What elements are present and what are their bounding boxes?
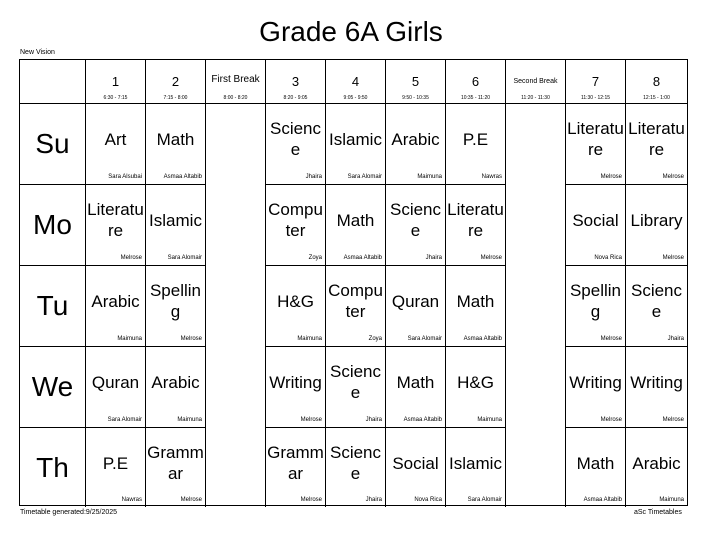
period-header xyxy=(146,60,206,104)
lesson-cell xyxy=(266,428,326,507)
lesson-teacher: Melrose xyxy=(600,336,622,342)
lesson-cell xyxy=(386,104,446,185)
lesson-subject: P.E xyxy=(462,129,489,149)
lesson-subject: Science xyxy=(269,119,322,159)
lesson-cell xyxy=(566,428,626,507)
lesson-subject: Grammar xyxy=(147,443,204,483)
lesson-subject-box xyxy=(86,104,145,174)
period-label: 4 xyxy=(351,74,360,89)
lesson-subject-box xyxy=(626,104,687,174)
lesson-subject-box xyxy=(326,266,385,336)
lesson-teacher: Jhaira xyxy=(667,336,684,342)
lesson-subject: Quran xyxy=(91,372,140,392)
lesson-cell xyxy=(446,185,506,266)
lesson-subject: Islamic xyxy=(149,210,202,230)
lesson-subject-box xyxy=(146,104,205,174)
lesson-cell xyxy=(566,266,626,347)
lesson-subject: P.E xyxy=(102,453,129,473)
lesson-teacher: Nawras xyxy=(481,174,502,180)
period-time: 7:15 - 8:00 xyxy=(163,95,188,101)
lesson-subject: Arabic xyxy=(391,129,440,149)
lesson-teacher: Maimuna xyxy=(417,174,442,180)
lesson-subject: Math xyxy=(336,210,375,230)
lesson-teacher: Sara Alomair xyxy=(167,255,202,261)
lesson-cell xyxy=(326,104,386,185)
lesson-subject: Literature xyxy=(447,200,504,240)
lesson-subject-box xyxy=(326,185,385,255)
lesson-cell xyxy=(626,347,687,428)
day-label: We xyxy=(20,347,86,428)
period-time: 6:30 - 7:15 xyxy=(103,95,128,101)
lesson-cell xyxy=(626,104,687,185)
lesson-teacher: Asmaa Altabib xyxy=(343,255,382,261)
day-label: Tu xyxy=(20,266,86,347)
lesson-cell xyxy=(86,104,146,185)
lesson-cell xyxy=(266,347,326,428)
lesson-subject-box xyxy=(326,347,385,417)
period-time: 10:35 - 11:20 xyxy=(460,95,491,101)
lesson-subject-box xyxy=(566,428,625,498)
period-header xyxy=(86,60,146,104)
period-label: 3 xyxy=(291,74,300,89)
lesson-cell xyxy=(566,185,626,266)
lesson-subject-box xyxy=(146,428,205,498)
lesson-subject-box xyxy=(266,347,325,417)
period-header xyxy=(626,60,687,104)
lesson-subject: Math xyxy=(396,372,435,392)
lesson-subject-box xyxy=(386,347,445,417)
lesson-cell xyxy=(326,428,386,507)
lesson-subject-box xyxy=(86,185,145,255)
lesson-subject-box xyxy=(326,428,385,498)
lesson-teacher: Sara Alsubai xyxy=(108,174,142,180)
lesson-subject-box xyxy=(446,428,505,498)
lesson-cell xyxy=(446,266,506,347)
lesson-subject: Computer xyxy=(328,281,383,321)
period-time: 12:15 - 1:00 xyxy=(643,95,670,101)
lesson-cell xyxy=(266,104,326,185)
school-name: New Vision xyxy=(20,49,55,56)
lesson-subject-box xyxy=(146,347,205,417)
lesson-subject-box xyxy=(446,104,505,174)
period-label: 8 xyxy=(652,74,661,89)
lesson-cell xyxy=(566,347,626,428)
lesson-teacher: Jhaira xyxy=(305,174,322,180)
period-time: 11:30 - 12:15 xyxy=(580,95,611,101)
period-label: 5 xyxy=(411,74,420,89)
lesson-subject: Social xyxy=(572,210,619,230)
brand-footer: aSc Timetables xyxy=(634,509,682,516)
lesson-cell xyxy=(386,428,446,507)
lesson-subject-box xyxy=(626,347,687,417)
lesson-teacher: Sara Alomair xyxy=(347,174,382,180)
lesson-cell xyxy=(146,347,206,428)
lesson-subject: H&G xyxy=(277,291,314,311)
lesson-subject: Math xyxy=(156,129,195,149)
lesson-teacher: Zoya xyxy=(368,336,382,342)
lesson-teacher: Melrose xyxy=(120,255,142,261)
lesson-teacher: Asmaa Altabib xyxy=(403,417,442,423)
lesson-subject-box xyxy=(386,185,445,255)
lesson-teacher: Melrose xyxy=(180,497,202,503)
lesson-teacher: Sara Alomair xyxy=(407,336,442,342)
lesson-subject-box xyxy=(386,104,445,174)
lesson-cell xyxy=(386,266,446,347)
lesson-cell xyxy=(566,104,626,185)
break-header xyxy=(506,60,566,104)
lesson-teacher: Asmaa Altabib xyxy=(463,336,502,342)
lesson-cell xyxy=(86,266,146,347)
lesson-cell xyxy=(86,185,146,266)
lesson-subject: Islamic xyxy=(449,453,502,473)
lesson-subject: Spelling xyxy=(149,281,202,321)
lesson-teacher: Jhaira xyxy=(425,255,442,261)
lesson-subject-box xyxy=(566,266,625,336)
lesson-subject: Math xyxy=(456,291,495,311)
lesson-subject: H&G xyxy=(457,372,494,392)
lesson-subject: Science xyxy=(389,200,442,240)
day-label: Mo xyxy=(20,185,86,266)
lesson-subject: Arabic xyxy=(632,453,681,473)
lesson-cell xyxy=(146,185,206,266)
lesson-cell xyxy=(446,428,506,507)
period-label: Second Break xyxy=(513,78,558,85)
lesson-teacher: Asmaa Altabib xyxy=(163,174,202,180)
lesson-teacher: Nova Rica xyxy=(594,255,622,261)
lesson-cell xyxy=(326,347,386,428)
lesson-teacher: Melrose xyxy=(662,417,684,423)
lesson-cell xyxy=(446,347,506,428)
lesson-teacher: Nawras xyxy=(121,497,142,503)
period-label: 1 xyxy=(111,74,120,89)
lesson-teacher: Nova Rica xyxy=(414,497,442,503)
lesson-cell xyxy=(386,347,446,428)
lesson-cell xyxy=(626,266,687,347)
lesson-teacher: Melrose xyxy=(300,497,322,503)
lesson-subject: Arabic xyxy=(91,291,140,311)
lesson-cell xyxy=(146,104,206,185)
period-label: 6 xyxy=(471,74,480,89)
break-column xyxy=(206,104,266,507)
period-time: 11:20 - 11:30 xyxy=(521,95,550,101)
lesson-subject-box xyxy=(86,266,145,336)
day-label: Su xyxy=(20,104,86,185)
day-label: Th xyxy=(20,428,86,507)
lesson-cell xyxy=(266,185,326,266)
header-corner xyxy=(20,60,86,104)
lesson-cell xyxy=(386,185,446,266)
lesson-cell xyxy=(146,428,206,507)
lesson-subject-box xyxy=(626,266,687,336)
period-header xyxy=(386,60,446,104)
lesson-teacher: Maimuna xyxy=(477,417,502,423)
lesson-subject-box xyxy=(446,266,505,336)
page-title: Grade 6A Girls xyxy=(259,16,443,47)
lesson-cell xyxy=(146,266,206,347)
lesson-subject-box xyxy=(626,185,687,255)
lesson-subject-box xyxy=(626,428,687,498)
period-time: 8:00 - 8:20 xyxy=(223,95,248,101)
lesson-teacher: Sara Alomair xyxy=(467,497,502,503)
lesson-teacher: Melrose xyxy=(662,174,684,180)
lesson-subject-box xyxy=(446,347,505,417)
lesson-teacher: Maimuna xyxy=(117,336,142,342)
lesson-cell xyxy=(326,266,386,347)
lesson-subject: Literature xyxy=(87,200,144,240)
lesson-subject: Computer xyxy=(268,200,323,240)
break-column xyxy=(506,104,566,507)
period-time: 8:20 - 9:05 xyxy=(283,95,308,101)
period-label: 7 xyxy=(591,74,600,89)
lesson-teacher: Sara Alomair xyxy=(107,417,142,423)
lesson-subject: Literature xyxy=(628,119,685,159)
lesson-cell xyxy=(86,347,146,428)
period-header xyxy=(266,60,326,104)
lesson-subject-box xyxy=(566,185,625,255)
lesson-subject: Writing xyxy=(569,372,622,392)
period-header xyxy=(566,60,626,104)
lesson-subject-box xyxy=(386,266,445,336)
lesson-cell xyxy=(446,104,506,185)
lesson-subject: Spelling xyxy=(569,281,622,321)
lesson-subject: Literature xyxy=(567,119,624,159)
lesson-teacher: Jhaira xyxy=(365,497,382,503)
lesson-subject-box xyxy=(86,347,145,417)
break-header xyxy=(206,60,266,104)
lesson-subject: Writing xyxy=(269,372,322,392)
lesson-teacher: Maimuna xyxy=(177,417,202,423)
lesson-subject: Library xyxy=(630,210,683,230)
lesson-teacher: Maimuna xyxy=(659,497,684,503)
lesson-subject: Social xyxy=(392,453,439,473)
period-header xyxy=(326,60,386,104)
period-time: 9:50 - 10:35 xyxy=(402,95,429,101)
period-label: 2 xyxy=(171,74,180,89)
lesson-subject: Writing xyxy=(630,372,683,392)
lesson-cell xyxy=(626,428,687,507)
lesson-cell xyxy=(326,185,386,266)
lesson-teacher: Jhaira xyxy=(365,417,382,423)
lesson-teacher: Melrose xyxy=(600,174,622,180)
timetable-grid xyxy=(19,59,688,506)
lesson-subject-box xyxy=(266,185,325,255)
lesson-subject-box xyxy=(446,185,505,255)
lesson-teacher: Melrose xyxy=(662,255,684,261)
generated-footer: Timetable generated:9/25/2025 xyxy=(20,509,118,516)
lesson-subject: Science xyxy=(329,362,382,402)
lesson-cell xyxy=(626,185,687,266)
lesson-subject-box xyxy=(86,428,145,498)
lesson-teacher: Melrose xyxy=(480,255,502,261)
lesson-subject: Grammar xyxy=(267,443,324,483)
lesson-teacher: Asmaa Altabib xyxy=(583,497,622,503)
lesson-teacher: Zoya xyxy=(308,255,322,261)
lesson-subject-box xyxy=(146,266,205,336)
lesson-subject-box xyxy=(566,347,625,417)
lesson-cell xyxy=(86,428,146,507)
lesson-subject-box xyxy=(566,104,625,174)
lesson-teacher: Melrose xyxy=(600,417,622,423)
period-time: 9:05 - 9:50 xyxy=(343,95,368,101)
lesson-subject-box xyxy=(266,428,325,498)
lesson-subject: Arabic xyxy=(151,372,200,392)
lesson-subject-box xyxy=(386,428,445,498)
lesson-subject: Islamic xyxy=(329,129,382,149)
lesson-subject-box xyxy=(146,185,205,255)
lesson-subject-box xyxy=(266,104,325,174)
lesson-teacher: Melrose xyxy=(180,336,202,342)
lesson-subject: Quran xyxy=(391,291,440,311)
lesson-subject: Art xyxy=(104,129,127,149)
period-label: First Break xyxy=(211,74,260,85)
lesson-teacher: Maimuna xyxy=(297,336,322,342)
lesson-teacher: Melrose xyxy=(300,417,322,423)
lesson-subject: Science xyxy=(329,443,382,483)
lesson-subject: Math xyxy=(576,453,615,473)
lesson-subject-box xyxy=(326,104,385,174)
lesson-subject: Science xyxy=(630,281,683,321)
lesson-subject-box xyxy=(266,266,325,336)
lesson-cell xyxy=(266,266,326,347)
period-header xyxy=(446,60,506,104)
